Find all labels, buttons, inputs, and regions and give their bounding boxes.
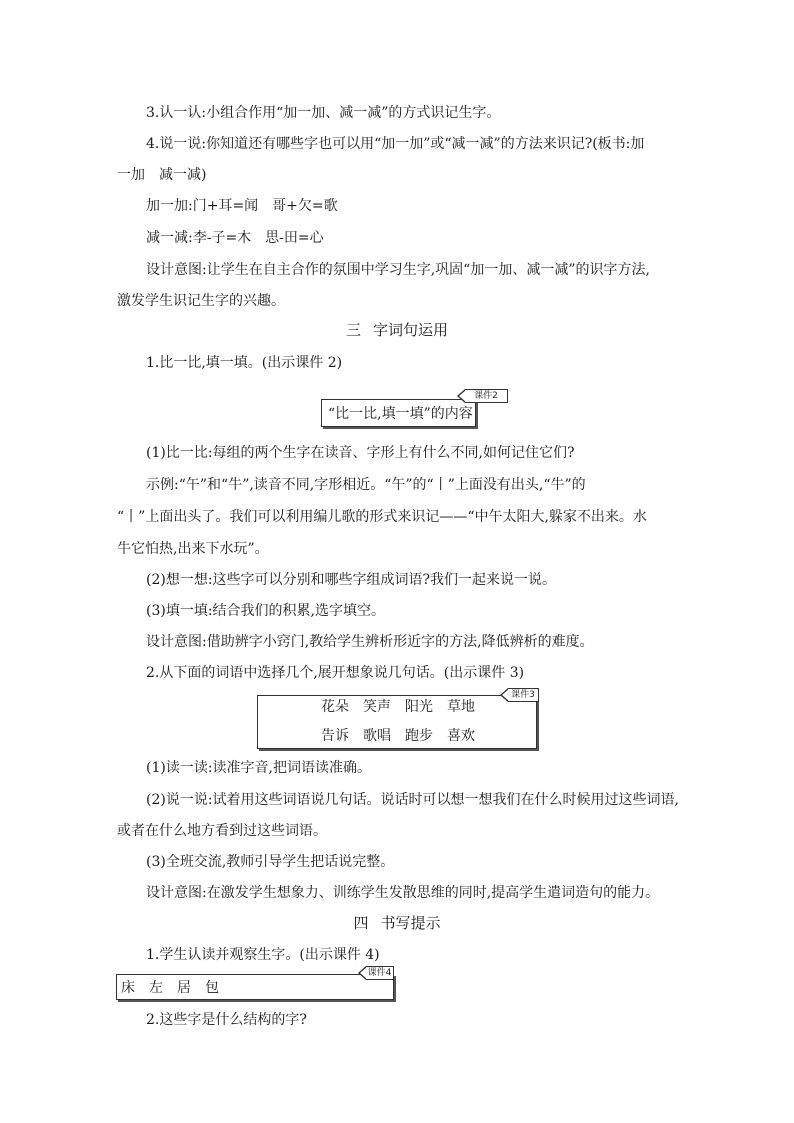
text-line: 4.说一说:你知道还有哪些字也可以用“加一加”或“减一减”的方法来识记?(板书:加 [146, 136, 645, 152]
word-row [321, 725, 489, 747]
text-line: (1)比一比:每组的两个生字在读音、字形上有什么不同,如何记住它们? [146, 445, 575, 461]
text-line: 设计意图:借助辨字小窍门,教给学生辨析形近字的方法,降低辨析的难度。 [146, 634, 594, 650]
text-line: 3.认一认:小组合作用“加一加、减一减”的方式识记生字。 [146, 105, 501, 121]
courseware-content: “比一比,填一填”的内容 [328, 406, 473, 422]
courseware-box-2 [321, 399, 476, 427]
text-line: 一加 减一减) [117, 167, 207, 183]
word: 花朵 [321, 699, 349, 715]
text-line: 激发学生识记生字的兴趣。 [117, 293, 285, 309]
text-line: 设计意图:让学生在自主合作的氛围中学习生字,巩固“加一加、减一减”的识字方法, [146, 262, 650, 278]
text-line: 2.这些字是什么结构的字? [146, 1012, 307, 1028]
text-line: 2.从下面的词语中选择几个,展开想象说几句话。(出示课件 3) [146, 665, 525, 681]
courseware-tag: 课件3 [508, 688, 539, 702]
text-line: (2)说一说:试着用这些词语说几句话。说话时可以想一想我们在什么时候用过这些词语, [146, 792, 679, 808]
char-row [121, 977, 233, 997]
text-line: 牛它怕热,出来下水玩”。 [117, 541, 269, 557]
text-line: 示例:“午”和“牛”,读音不同,字形相近。“午”的“丨”上面没有出头,“牛”的 [146, 477, 586, 493]
text-line: “丨”上面出头了。我们可以利用编儿歌的形式来识记——“中午太阳大,躲家不出来。水 [117, 509, 647, 525]
text-line: (2)想一想:这些字可以分别和哪些字组成词语?我们一起来说一说。 [146, 572, 557, 588]
word: 告诉 [321, 728, 349, 744]
text-line: 减一减:李-子=木 思-田=心 [146, 230, 324, 246]
word: 阳光 [405, 699, 433, 715]
text-line: 1.比一比,填一填。(出示课件 2) [146, 355, 343, 371]
text-line: (3)填一填:结合我们的积累,选字填空。 [146, 603, 385, 619]
courseware-tag: 课件2 [465, 389, 508, 403]
text-line: (1)读一读:读准字音,把词语读准确。 [146, 760, 371, 776]
word-row [321, 696, 489, 718]
word: 歌唱 [363, 728, 391, 744]
courseware-tag: 课件4 [366, 966, 394, 980]
character: 包 [205, 980, 219, 996]
text-line: 设计意图:在激发学生想象力、训练学生发散思维的同时,提高学生遣词造句的能力。 [146, 885, 660, 901]
word: 草地 [447, 699, 475, 715]
section-title: 书写提示 [380, 914, 441, 932]
courseware-box-3 [257, 695, 537, 749]
text-line: 或者在什么地方看到过这些词语。 [117, 823, 327, 839]
section-heading-3 [0, 320, 794, 340]
text-line: 加一加:门+耳=闻 哥+欠=歌 [146, 198, 338, 214]
section-number: 三 [345, 321, 361, 339]
section-title: 字词句运用 [373, 321, 449, 339]
section-heading-4 [0, 913, 794, 933]
text-line: (3)全班交流,教师引导学生把话说完整。 [146, 854, 395, 870]
character: 居 [177, 980, 191, 996]
word: 跑步 [405, 728, 433, 744]
character: 床 [121, 980, 135, 996]
word: 喜欢 [447, 728, 475, 744]
text-line: 1.学生认读并观察生字。(出示课件 4) [146, 947, 380, 963]
word: 笑声 [363, 699, 391, 715]
character: 左 [149, 980, 163, 996]
section-number: 四 [353, 914, 369, 932]
courseware-box-4 [116, 974, 394, 1000]
